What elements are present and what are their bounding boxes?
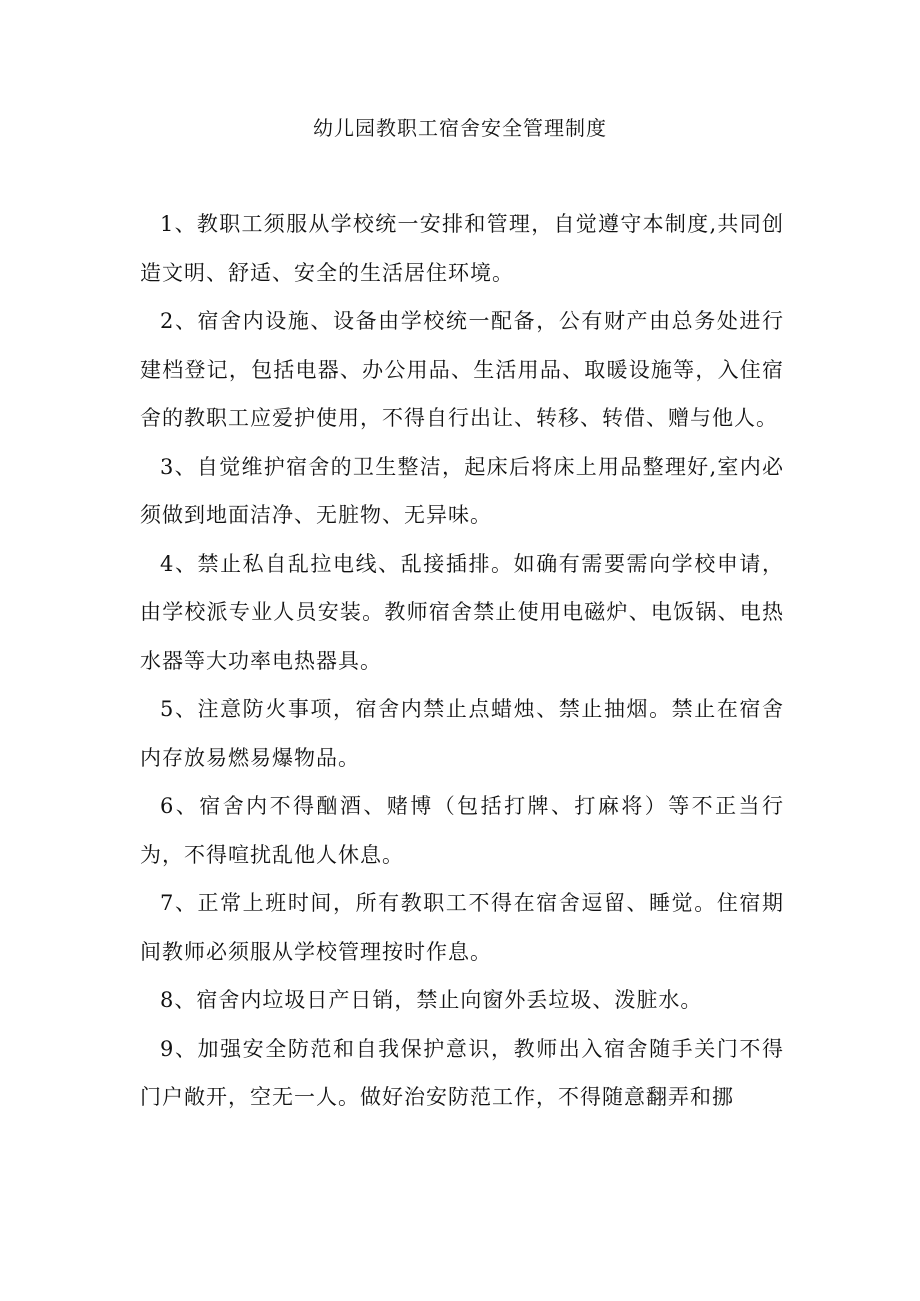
rule-paragraph-5: 5、注意防火事项，宿舍内禁止点蜡烛、禁止抽烟。禁止在宿舍内存放易燃易爆物品。 — [140, 697, 784, 770]
rule-paragraph-9: 9、加强安全防范和自我保护意识，教师出入宿舍随手关门不得门户敞开，空无一人。做好治安防范工作，不得随意翻弄和挪 — [140, 1036, 784, 1109]
document-title: 幼儿园教职工宿舍安全管理制度 — [313, 116, 607, 140]
rule-paragraph-2: 2、宿舍内设施、设备由学校统一配备，公有财产由总务处进行建档登记，包括电器、办公用品、生活用品、取暖设施等，入住宿舍的教职工应爱护使用，不得自行出让、转移、转借、赠与他人。 — [140, 309, 784, 430]
rule-paragraph-1: 1、教职工须服从学校统一安排和管理，自觉遵守本制度,共同创造文明、舒适、安全的生活居住环境。 — [140, 212, 784, 285]
rule-paragraph-3: 3、自觉维护宿舍的卫生整洁，起床后将床上用品整理好,室内必须做到地面洁净、无脏物、无异味。 — [140, 454, 784, 527]
rule-paragraph-4: 4、禁止私自乱拉电线、乱接插排。如确有需要需向学校申请，由学校派专业人员安装。教师宿舍禁止使用电磁炉、电饭锅、电热水器等大功率电热器具。 — [140, 551, 784, 673]
rule-paragraph-8: 8、宿舍内垃圾日产日销，禁止向窗外丢垃圾、泼脏水。 — [160, 988, 703, 1012]
rule-paragraph-7: 7、正常上班时间，所有教职工不得在宿舍逗留、睡觉。住宿期间教师必须服从学校管理按时作息。 — [140, 891, 784, 964]
document-body — [140, 200, 784, 1122]
rule-paragraph-6: 6、宿舍内不得酗酒、赌博（包括打牌、打麻将）等不正当行为，不得喧扰乱他人休息。 — [140, 794, 784, 867]
